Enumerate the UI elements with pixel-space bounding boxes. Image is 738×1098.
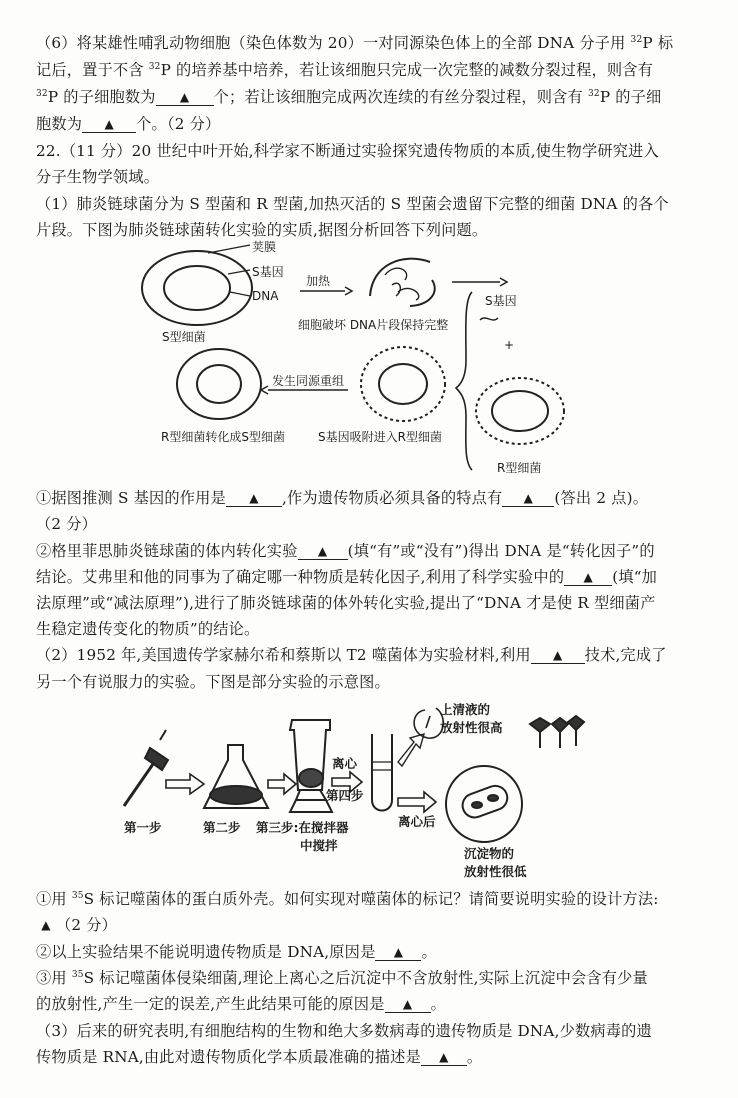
answer-blank[interactable]: ▲ <box>156 91 214 106</box>
answer-blank[interactable]: ▲ <box>41 918 51 932</box>
q6-line-1: （6）将某雄性哺乳动物细胞（染色体数为 20）一对同源染色体上的全部 DNA 分子用 $^{32}$P 标 <box>36 34 674 52</box>
answer-blank[interactable]: ▲ <box>531 649 585 664</box>
label-step2: 第二步 <box>203 820 241 835</box>
label-plus: + <box>504 338 515 352</box>
label-s-gene: S基因 <box>252 265 284 279</box>
q22-p2-line-2: 另一个有说服力的实验。下图是部分实验的示意图。 <box>36 673 390 691</box>
answer-blank[interactable]: ▲ <box>298 545 348 560</box>
label-capsule: 荚膜 <box>252 240 277 254</box>
label-supernatant-1: 上清液的 <box>440 702 491 717</box>
label-s-gene-right: S基因 <box>485 294 517 308</box>
label-sediment-1: 沉淀物的 <box>464 846 515 861</box>
q22-2-3-line-1: ③用 $^{35}$S 标记噬菌体侵染细菌,理论上离心之后沉淀中不含放射性,实际上沉淀中会含有少量 <box>36 969 648 987</box>
answer-blank[interactable]: ▲ <box>421 1051 467 1066</box>
q22-1-2-line-1: ②格里菲思肺炎链球菌的体内转化实验 ▲ (填“有”或“没有”)得出 DNA 是“转化因子”的 <box>36 542 655 560</box>
q6-line-2: 记后，置于不含 $^{32}$P 的培养基中培养，若让该细胞只完成一次完整的减数分裂过程，则含有 <box>36 61 654 79</box>
label-centrifuge: 离心 <box>332 756 358 771</box>
q22-1-2-line-3: 法原理”或“减法原理”),进行了肺炎链球菌的体外转化实验,提出了“DNA 才是使 R 型细菌产 <box>36 594 656 612</box>
label-step3-b: 中搅拌 <box>300 838 338 853</box>
label-cell-broken: 细胞破坏 DNA片段保持完整 <box>298 318 449 332</box>
q6-line-3: $^{32}$P 的子细胞数为 ▲ 个；若让该细胞完成两次连续的有丝分裂过程，则含有 $^{32}$P 的子细 <box>36 88 662 106</box>
label-after-centrifuge: 离心后 <box>398 814 436 829</box>
answer-blank[interactable]: ▲ <box>226 492 282 507</box>
label-r-type: R型细菌 <box>497 461 542 475</box>
label-dna: DNA <box>252 289 279 303</box>
label-step4: 第四步 <box>326 788 364 803</box>
label-heat: 加热 <box>306 274 331 288</box>
q22-1-1-line-1: ①据图推测 S 基因的作用是 ▲ ,作为遗传物质必须具备的特点有 ▲ (答出 2 点)。 <box>36 489 649 507</box>
label-sediment-2: 放射性很低 <box>464 864 527 879</box>
label-r-to-s: R型细菌转化成S型细菌 <box>161 430 285 444</box>
answer-blank[interactable]: ▲ <box>375 946 421 961</box>
q22-1-2-line-2: 结论。艾弗里和他的同事为了确定哪一种物质是转化因子,利用了科学实验中的 ▲ (填“加 <box>36 568 658 586</box>
label-supernatant-2: 放射性很高 <box>440 720 503 735</box>
q6-line-4: 胞数为 ▲ 个。（2 分） <box>36 115 221 133</box>
q22-1-1-line-2: （2 分） <box>36 515 98 533</box>
q22-p3-line-1: （3）后来的研究表明,有细胞结构的生物和绝大多数病毒的遗传物质是 DNA,少数病毒的遗 <box>36 1022 652 1040</box>
q22-p1-line-1: （1）肺炎链球菌分为 S 型菌和 R 型菌,加热灭活的 S 型菌会遗留下完整的细菌 DNA 的各个 <box>36 195 669 213</box>
q22-2-1-line-1: ①用 $^{35}$S 标记噬菌体的蛋白质外壳。如何实现对噬菌体的标记？请简要说明实验的设计方法: <box>36 890 659 908</box>
q22-2-1-line-2: ▲ （2 分） <box>36 914 117 935</box>
label-step3-a: 第三步:在搅拌器 <box>256 820 349 835</box>
q22-intro-2: 分子生物学领域。 <box>36 168 160 186</box>
q22-p2-line-1: （2）1952 年,美国遗传学家赫尔希和蔡斯以 T2 噬菌体为实验材料,利用 ▲ 技术,完成了 <box>36 646 667 664</box>
q22-p1-line-2: 片段。下图为肺炎链球菌转化实验的实质,据图分析回答下列问题。 <box>36 221 488 239</box>
label-s-type: S型细菌 <box>162 330 206 344</box>
answer-blank[interactable]: ▲ <box>502 492 554 507</box>
label-step1: 第一步 <box>124 820 162 835</box>
q22-2-3-line-2: 的放射性,产生一定的误差,产生此结果可能的原因是 ▲ 。 <box>36 995 446 1013</box>
answer-blank[interactable]: ▲ <box>564 571 612 586</box>
label-s-gene-adsorb: S基因吸附进入R型细菌 <box>318 430 442 444</box>
q22-2-2: ②以上实验结果不能说明遗传物质是 DNA,原因是 ▲ 。 <box>36 943 437 961</box>
answer-blank[interactable]: ▲ <box>385 998 431 1013</box>
q22-1-2-line-4: 生稳定遗传变化的物质”的结论。 <box>36 620 260 638</box>
q22-intro-1: 22.（11 分）20 世纪中叶开始,科学家不断通过实验探究遗传物质的本质,使生物学研究进入 <box>36 142 659 160</box>
q22-p3-line-2: 传物质是 RNA,由此对遗传物质化学本质最准确的描述是 ▲ 。 <box>36 1048 483 1066</box>
label-recombination: 发生同源重组 <box>272 374 345 388</box>
answer-blank[interactable]: ▲ <box>82 118 136 133</box>
